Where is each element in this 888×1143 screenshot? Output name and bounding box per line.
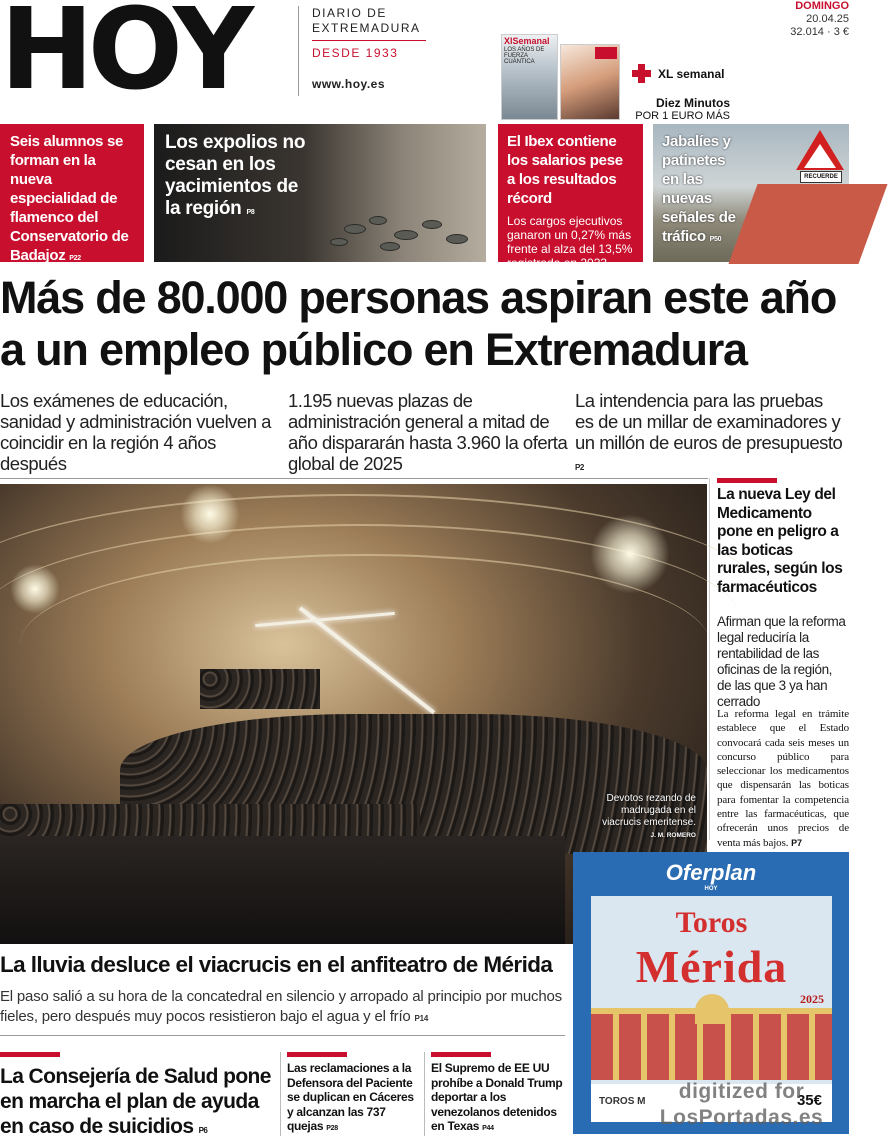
procession-group xyxy=(200,669,320,709)
warning-sign-inner xyxy=(804,144,836,168)
ad-title-merida: Mérida xyxy=(635,941,788,992)
ad-brand: Oferplan xyxy=(665,860,757,885)
teaser-flamenco[interactable] xyxy=(0,124,144,262)
ad-brand-sub: HOY xyxy=(704,886,718,892)
red-cross-icon xyxy=(632,64,651,83)
main-point-3: La intendencia para las pruebas es de un millar de examinadores y un millón de euros de presupuesto P2 xyxy=(575,390,843,472)
main-headline[interactable]: Más de 80.000 personas aspiran este año a un empleo público en Extremadura xyxy=(0,272,837,375)
ad-year: 2025 xyxy=(800,992,824,1006)
coin-shape xyxy=(344,224,366,234)
section-divider xyxy=(0,1035,565,1036)
masthead-divider xyxy=(298,6,299,96)
side-story-subhead: Afirman que la reforma legal reduciría la rentabilidad de las oficinas de la región, de las que 3 ya han cerrado xyxy=(717,614,846,709)
photo-story-page-ref: P14 xyxy=(414,1014,429,1023)
bottom-story-accent xyxy=(287,1052,347,1057)
main-point-1: Los exámenes de educación, sanidad y administración vuelven a coincidir en la región 4 años después xyxy=(0,390,271,474)
watermark-line-2: LosPortadas.es xyxy=(659,1106,824,1129)
teaser-traffic-signs[interactable] xyxy=(653,124,849,262)
bottom-story-3-page-ref: P44 xyxy=(482,1125,494,1132)
ad-title-toros: Toros xyxy=(675,906,748,939)
teaser-page-ref: P22 xyxy=(69,255,81,262)
bottom-story-2-headline[interactable]: Las reclamaciones a la Defensora del Paciente se duplican en Cáceres y alcanzan las 737 quejas P28 xyxy=(287,1061,414,1133)
watermark xyxy=(634,1079,849,1131)
coin-shape xyxy=(422,220,442,229)
xlsemanal-cover-thumbnail[interactable] xyxy=(501,34,558,120)
teaser-ibex[interactable] xyxy=(498,124,643,270)
coin-shape xyxy=(394,230,418,240)
xlsemanal-cover-logo: XlSemanal xyxy=(504,36,550,46)
website-link[interactable]: www.hoy.es xyxy=(312,77,386,91)
issue-date: 20.04.25 xyxy=(806,13,849,25)
issue-number-price: 32.014 · 3 € xyxy=(790,26,849,38)
recuerde-plate: RECUERDE xyxy=(800,171,842,183)
diez-minutos-price: POR 1 EURO MÁS xyxy=(635,110,730,122)
coin-shape xyxy=(446,234,468,244)
side-story-page-ref: P7 xyxy=(791,837,802,848)
diez-minutos-label: Diez Minutos xyxy=(656,96,730,110)
bottom-story-1-headline[interactable]: La Consejería de Salud pone en marcha el plan de ayuda en caso de suicidios P6 xyxy=(0,1065,271,1138)
side-story-accent xyxy=(717,478,777,483)
xlsemanal-cover-text: LOS AÑOS DE FUERZA CUÁNTICA xyxy=(504,47,545,65)
issue-info xyxy=(790,0,849,39)
floodlight xyxy=(180,484,240,544)
founding-year: DESDE 1933 xyxy=(312,46,399,60)
diez-minutos-promo[interactable] xyxy=(630,97,730,123)
side-story-body: La reforma legal en trámite establece que el Estado convocará cada seis meses un concurso público para seleccionar los medicamentos que dispensarán las boticas para fomentar la competencia entre las farmacéuticas, que ofrecerán unos precios de venta más bajos. P7 xyxy=(717,708,849,849)
column-divider xyxy=(424,1052,425,1136)
photo-story-subhead: El paso salió a su hora de la concatedral en silencio y arropado al principio por muchos fieles, pero después muy pocos resistieron bajo el agua y el frío P14 xyxy=(0,988,562,1025)
floodlight xyxy=(590,514,670,594)
main-point-2: 1.195 nuevas plazas de administración general a mitad de año dispararán hasta 3.960 la oferta global de 2025 xyxy=(288,390,568,474)
bottom-story-1-page-ref: P6 xyxy=(198,1126,208,1135)
teaser-page-ref: P8 xyxy=(246,209,255,216)
photo-lower-crowd xyxy=(0,836,565,944)
side-story-headline[interactable]: La nueva Ley del Medicamento pone en peligro a las boticas rurales, según los farmacéuticos xyxy=(717,486,843,596)
teaser-expolios[interactable] xyxy=(154,124,486,262)
tagline-rule xyxy=(312,40,426,41)
teaser-subhead: Los cargos ejecutivos ganaron un 0,27% más frente al alza del 13,5% registrada en 2023 P46 xyxy=(507,214,633,270)
floodlight xyxy=(10,564,60,614)
bullring-arch xyxy=(695,994,729,1024)
teaser-headline: Los expolios no cesan en los yacimientos de la región P8 xyxy=(165,132,306,219)
bottom-story-accent xyxy=(0,1052,60,1057)
bottom-story-3-headline[interactable]: El Supremo de EE UU prohíbe a Donald Trump deportar a los venezolanos detenidos en Texas P44 xyxy=(431,1061,563,1133)
column-divider xyxy=(709,478,710,840)
bottom-story-accent xyxy=(431,1052,491,1057)
teaser-headline: El Ibex contiene los salarios pese a los resultados récord xyxy=(507,133,623,207)
diez-minutos-cover-thumbnail[interactable] xyxy=(560,44,620,120)
coin-shape xyxy=(380,242,400,251)
teaser-page-ref: P50 xyxy=(709,236,722,243)
road-graphic xyxy=(728,184,887,264)
section-divider xyxy=(0,478,708,479)
teaser-headline: Seis alumnos se forman en la nueva especialidad de flamenco del Conservatorio de Badajoz P22 xyxy=(10,133,129,264)
issue-day: DOMINGO xyxy=(795,0,849,12)
ad-price: 35€ xyxy=(796,1092,822,1109)
tagline-line-1: DIARIO DE xyxy=(312,6,387,20)
xl-semanal-label[interactable]: XL semanal xyxy=(658,67,725,81)
photo-credit: J. M. ROMERO xyxy=(650,832,696,839)
teaser-page-ref: P46 xyxy=(610,262,623,269)
main-page-ref: P2 xyxy=(575,463,584,472)
teaser-headline: Jabalíes y patinetes en las nuevas señales de tráfico P50 xyxy=(662,133,736,245)
coin-shape xyxy=(330,238,348,246)
coin-shape xyxy=(369,216,387,225)
diez-minutos-logo-icon xyxy=(595,47,617,59)
newspaper-logo[interactable]: HOY xyxy=(0,0,249,115)
photo-caption: Devotos rezando de madrugada en el viacrucis emeritense. J. M. ROMERO xyxy=(602,793,696,839)
photo-story-headline[interactable]: La lluvia desluce el viacrucis en el anfiteatro de Mérida xyxy=(0,952,553,977)
column-divider xyxy=(280,1052,281,1136)
bottom-story-2-page-ref: P28 xyxy=(326,1125,338,1132)
tagline-line-2: EXTREMADURA xyxy=(312,21,421,35)
ad-strip-text: TOROS M xyxy=(599,1096,646,1107)
watermark-line-1: digitized for xyxy=(678,1080,805,1103)
